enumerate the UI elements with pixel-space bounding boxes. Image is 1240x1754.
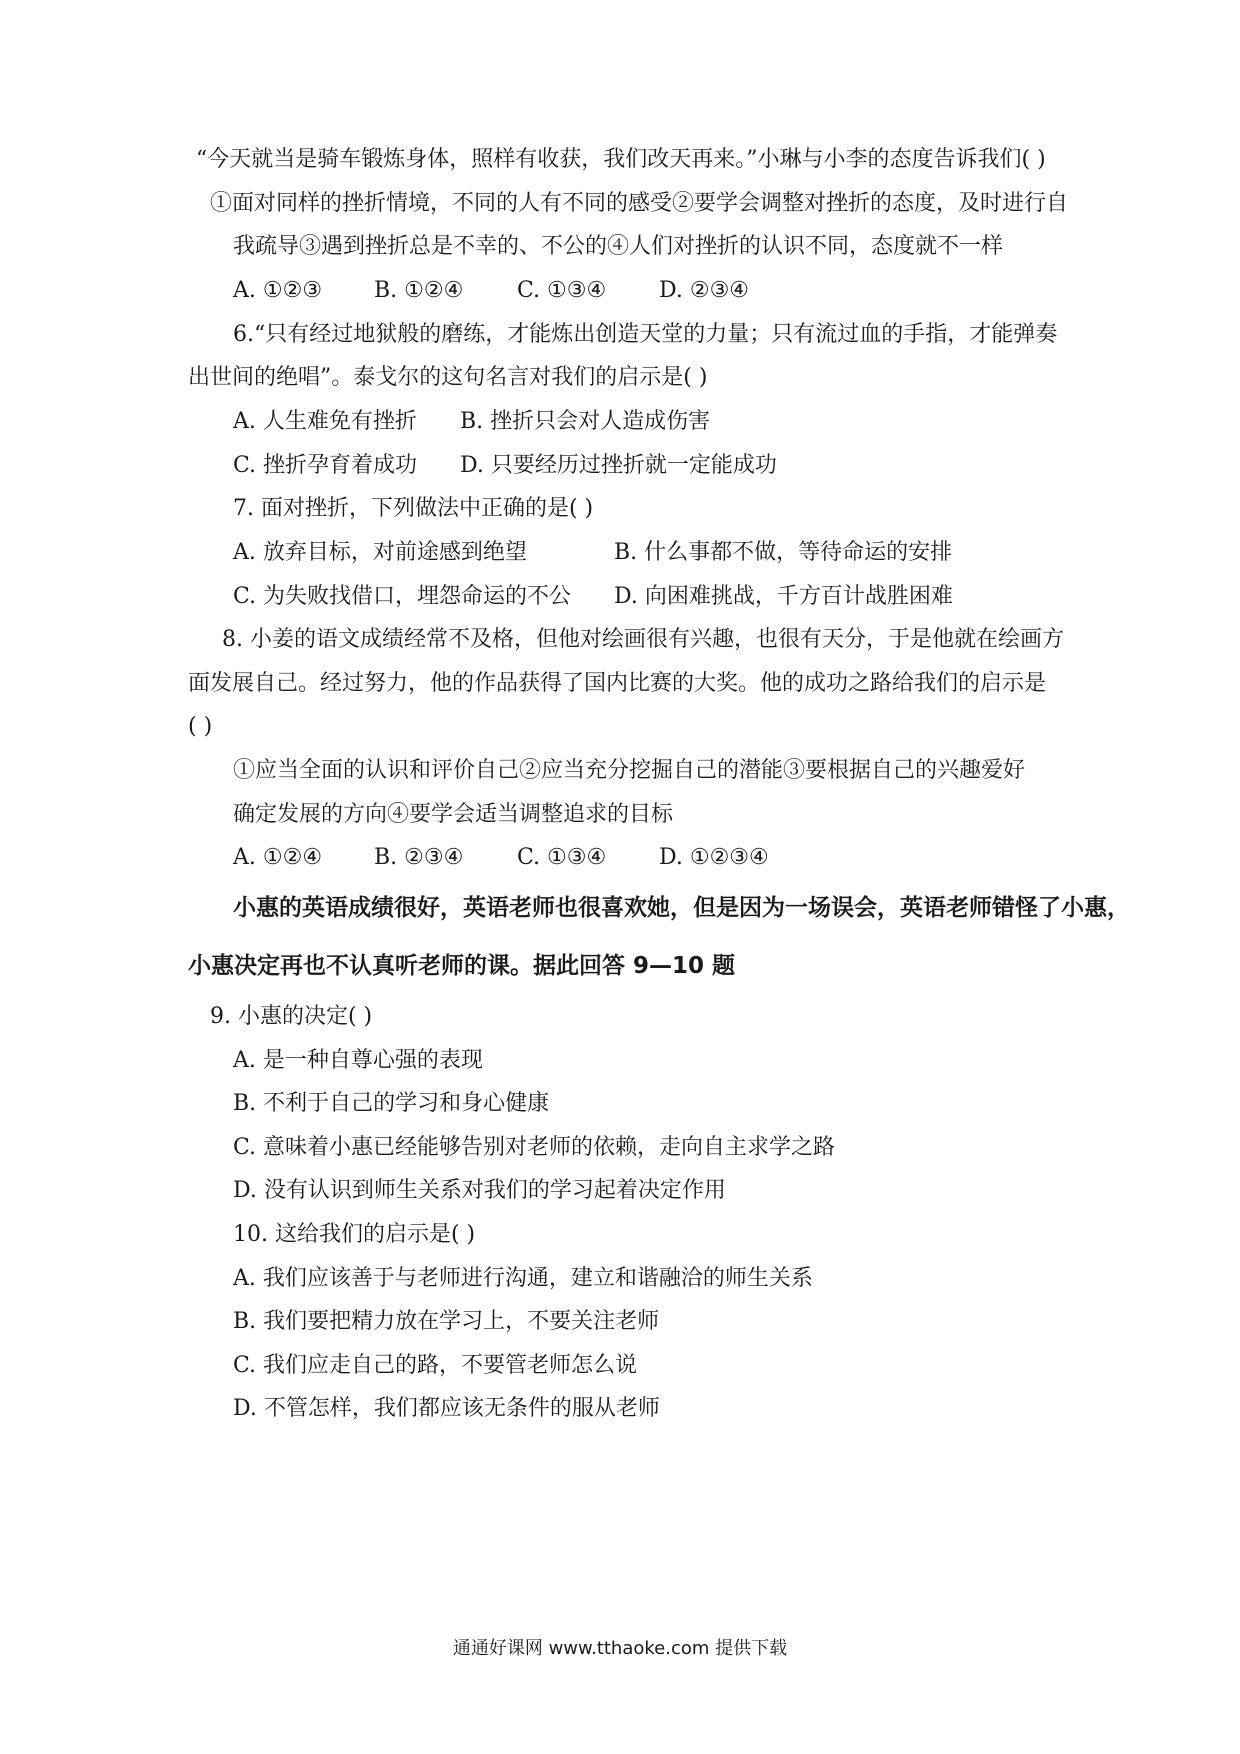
q8-option-b: B. ②③④	[374, 845, 464, 870]
q10-stem: 10. 这给我们的启示是( )	[233, 1222, 476, 1247]
q10-option-d: D. 不管怎样，我们都应该无条件的服从老师	[233, 1396, 660, 1421]
q8-stem-line1: 8. 小姜的语文成绩经常不及格，但他对绘画很有兴趣，也很有天分，于是他就在绘画方	[222, 627, 1064, 652]
q6-option-d: D. 只要经历过挫折就一定能成功	[460, 453, 777, 478]
q5-statements-line1: ①面对同样的挫折情境，不同的人有不同的感受②要学会调整对挫折的态度，及时进行自	[210, 191, 1069, 216]
q6-stem-line2: 出世间的绝唱”。泰戈尔的这句名言对我们的启示是( )	[188, 365, 708, 390]
q7-option-a: A. 放弃目标，对前途感到绝望	[233, 540, 527, 565]
q8-statements-line1: ①应当全面的认识和评价自己②应当充分挖掘自己的潜能③要根据自己的兴趣爱好	[233, 758, 1026, 783]
q9-option-b: B. 不利于自己的学习和身心健康	[233, 1091, 550, 1116]
q10-option-b: B. 我们要把精力放在学习上，不要关注老师	[233, 1309, 660, 1334]
q5-option-a: A. ①②③	[233, 278, 323, 303]
q8-option-d: D. ①②③④	[659, 845, 769, 870]
q5-option-d: D. ②③④	[659, 278, 750, 303]
q6-option-b: B. 挫折只会对人造成伤害	[460, 409, 711, 434]
page-footer: 通通好课网 www.tthaoke.com 提供下载	[452, 1638, 788, 1659]
q5-stem: “今天就当是骑车锻炼身体，照样有收获，我们改天再来。”小琳与小李的态度告诉我们( )	[196, 147, 1046, 172]
q10-option-c: C. 我们应走自己的路，不要管老师怎么说	[233, 1353, 638, 1378]
q5-option-c: C. ①③④	[517, 278, 607, 303]
q10-option-a: A. 我们应该善于与老师进行沟通，建立和谐融洽的师生关系	[233, 1266, 813, 1291]
q6-option-a: A. 人生难免有挫折	[233, 409, 417, 434]
q5-statements-line2: 我疏导③遇到挫折总是不幸的、不公的④人们对挫折的认识不同，态度就不一样	[233, 234, 1004, 259]
q7-option-d: D. 向困难挑战，千方百计战胜困难	[614, 584, 953, 609]
q8-option-c: C. ①③④	[517, 845, 607, 870]
q9-option-a: A. 是一种自尊心强的表现	[233, 1048, 483, 1073]
material-passage-line2: 小惠决定再也不认真听老师的课。据此回答 9—10 题	[188, 953, 736, 979]
q7-stem: 7. 面对挫折，下列做法中正确的是( )	[233, 496, 594, 521]
q5-option-b: B. ①②④	[374, 278, 464, 303]
q8-statements-line2: 确定发展的方向④要学会适当调整追求的目标	[233, 802, 674, 827]
q7-option-c: C. 为失败找借口，埋怨命运的不公	[233, 584, 572, 609]
q8-option-a: A. ①②④	[233, 845, 323, 870]
q7-option-b: B. 什么事都不做，等待命运的安排	[614, 540, 953, 565]
q6-stem-line1: 6.“只有经过地狱般的磨练，才能炼出创造天堂的力量；只有流过血的手指，才能弹奏	[233, 322, 1058, 347]
q6-option-c: C. 挫折孕育着成功	[233, 453, 418, 478]
q8-stem-line2: 面发展自己。经过努力，他的作品获得了国内比赛的大奖。他的成功之路给我们的启示是	[188, 671, 1047, 696]
q9-option-d: D. 没有认识到师生关系对我们的学习起着决定作用	[233, 1178, 726, 1203]
q9-option-c: C. 意味着小惠已经能够告别对老师的依赖，走向自主求学之路	[233, 1135, 836, 1160]
material-passage-line1: 小惠的英语成绩很好，英语老师也很喜欢她，但是因为一场误会，英语老师错怪了小惠，	[233, 895, 1130, 921]
q9-stem: 9. 小惠的决定( )	[210, 1004, 373, 1029]
q8-stem-line3: ( )	[188, 714, 213, 739]
